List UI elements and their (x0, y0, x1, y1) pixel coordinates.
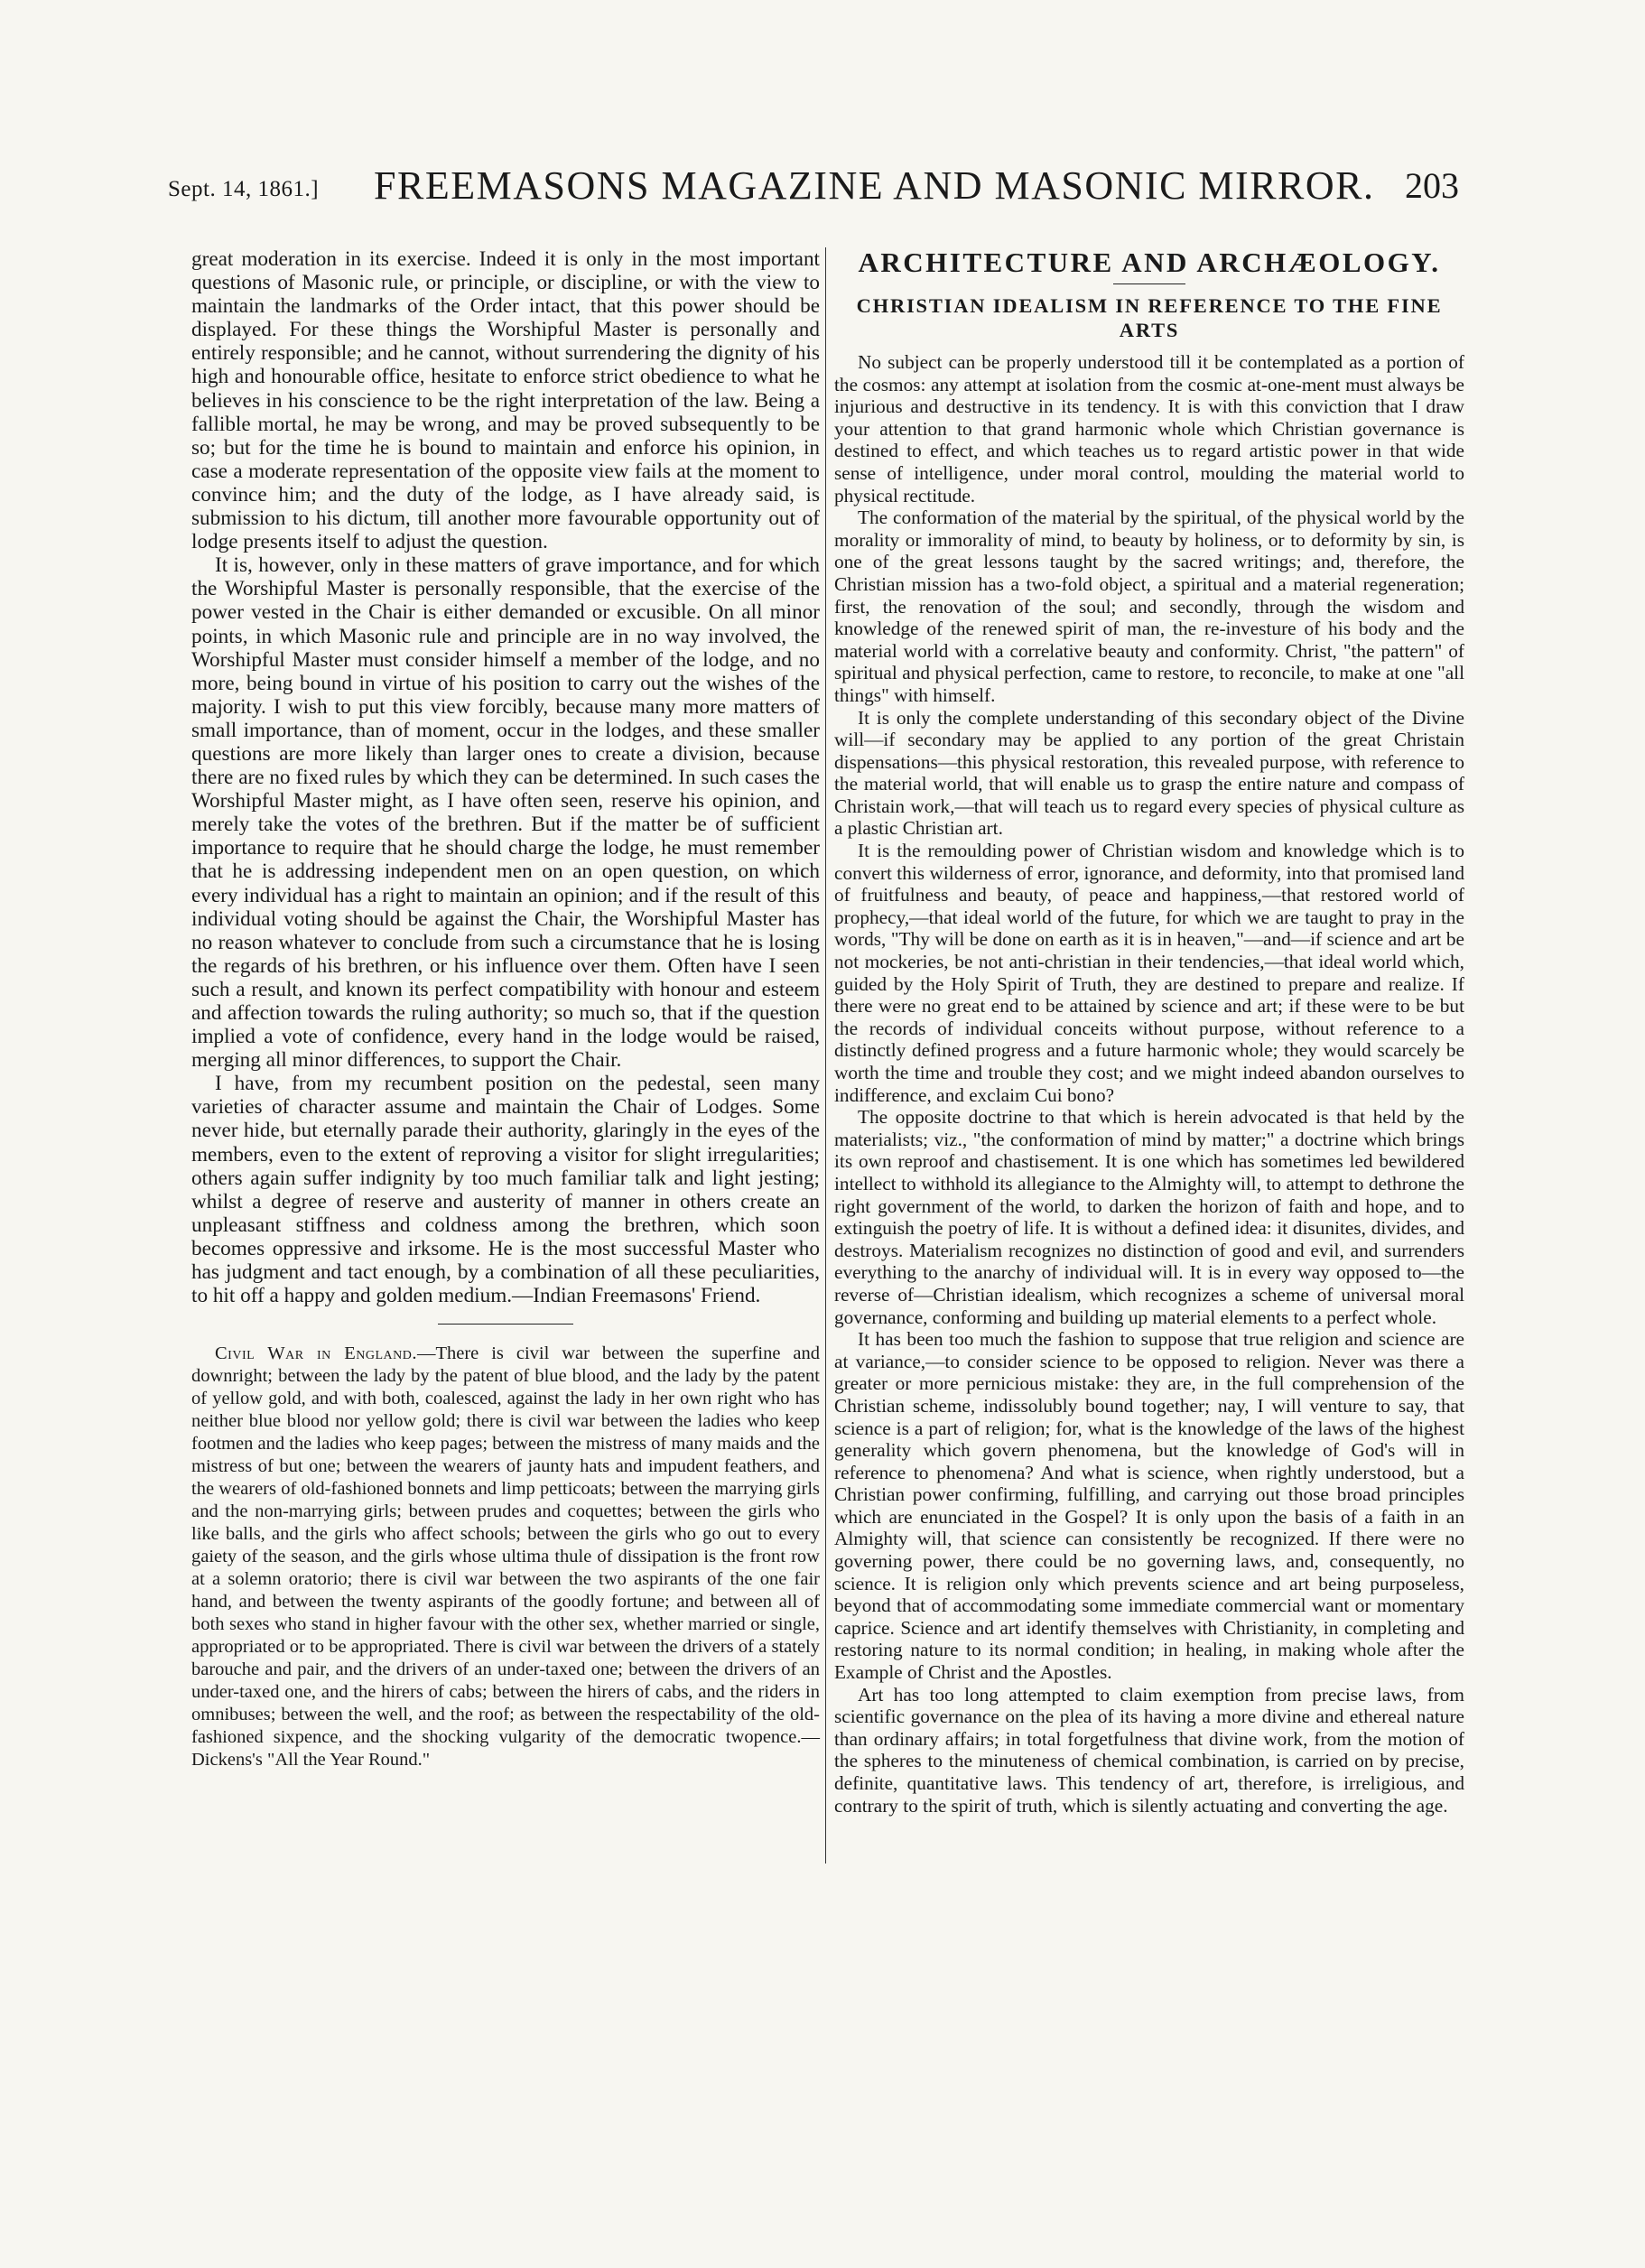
right-paragraph-3: It is only the complete understanding of this secondary object of the Divine will—if secondary may be applied to any portion of the great Christain dispensations—this physical restoration, this revealed purpose, with reference to the material world, that will enable us to grasp the entire nature and compass of Christain work,—that will teach us to regard every species of physical culture as a plastic Christian art. (834, 706, 1464, 840)
issue-date: Sept. 14, 1861.] (168, 177, 320, 201)
left-paragraph-1: great moderation in its exercise. Indeed it is only in the most important questions of Masonic rule, or principle, or discipline, or with the view to maintain the landmarks of the Order intact, that this power should be displayed. For these things the Worshipful Master is personally and entirely responsible; and he cannot, without surrendering the dignity of his high and honourable office, hesitate to enforce strict obedience to what he believes in his conscience to be the right interpretation of the law. Being a fallible mortal, he may be wrong, and may be proved subsequently to be so; but for the time he is bound to maintain and enforce his opinion, in case a moderate representation of the opposite view fails at the moment to convince him; and the duty of the lodge, as I have already said, is submission to his dictum, till another more favourable opportunity out of lodge presents itself to adjust the question. (191, 247, 820, 554)
article-title: CHRISTIAN IDEALISM IN REFERENCE TO THE FINE ARTS (856, 294, 1443, 341)
civil-war-paragraph (191, 1343, 820, 1771)
publication-title: FREEMASONS MAGAZINE AND MASONIC MIRROR. (374, 163, 1375, 208)
left-paragraph-2: It is, however, only in these matters of grave importance, and for which the Worshipful Master is personally responsible, that the exercise of the power vested in the Chair is either demanded or excusible. On all minor points, in which Masonic rule and principle are in no way involved, the Worshipful Master must consider himself a member of the lodge, and no more, being bound in virtue of his position to carry out the wishes of the majority. I wish to put this view forcibly, because many more matters of small importance, than of moment, occur in the lodges, and these smaller questions are more likely than larger ones to create a division, because there are no fixed rules by which they can be determined. In such cases the Worshipful Master might, as I have often seen, reserve his opinion, and merely take the votes of the brethren. But if the matter be of sufficient importance to require that he should charge the lodge, he must remember that he is addressing independent men on an open question, on which every individual has a right to maintain an opinion; and if the result of this individual voting should be against the Chair, the Worshipful Master has no reason whatever to conclude from such a circumstance that he is losing the regards of his brethren, or his influence over them. Often have I seen such a result, and known its perfect compatibility with honour and esteem and affection towards the ruling authority; so much so, that if the question implied a vote of confidence, every hand in the lodge would be raised, merging all minor differences, to support the Chair. (191, 553, 820, 1073)
right-paragraph-2: The conformation of the material by the spiritual, of the physical world by the morality or immorality of mind, to beauty by holiness, or to deformity by sin, is one of the great lessons taught by the sacred writings; and, therefore, the Christian mission has a two-fold object, a spiritual and a material regeneration; first, the renovation of the soul; and secondly, through the wisdom and knowledge of the renewed spirit of man, the re-investure of his body and the material world with a correlative beauty and conformity. Christ, "the pattern" of spiritual and physical perfection, came to restore, to reconcile, to make at one "all things" with himself. (834, 507, 1464, 706)
civil-war-text: —There is civil war between the superfine and downright; between the lady by the patent of blue blood, and the lady by the patent of yellow gold, and with both, coalesced, against the lady in her own right who has neither blue blood nor yellow gold; there is civil war between the ladies who keep footmen and the ladies who keep pages; between the mistress of many maids and the mistress of but one; between the wearers of jaunty hats and impudent feathers, and the wearers of old-fashioned bonnets and limp petticoats; between the marrying girls and the non-marrying girls; between prudes and coquettes; between the girls who like balls, and the girls who affect schools; between the girls who go out to every gaiety of the season, and the girls whose ultima thule of dissipation is the front row at a solemn oratorio; there is civil war between the two aspirants of the one fair hand, and between the twenty aspirants of the goodly fortune; and between all of both sexes who stand in higher favour with the other sex, whether married or single, appropriated or to be appropriated. There is civil war between the drivers of a stately barouche and pair, and the drivers of an under-taxed one; between the drivers of an under-taxed one, and the hirers of cabs; between the hirers of cabs, and the riders in omnibuses; between the well, and the roof; as between the respectability of the old-fashioned sixpence, and the shocking vulgarity of the democratic twopence.—Dickens's "All the Year Round." (191, 1343, 820, 1771)
column-divider (825, 247, 826, 1864)
masthead (168, 153, 1477, 217)
right-paragraph-5: The opposite doctrine to that which is herein advocated is that held by the materialists; viz., "the conformation of mind by matter;" a doctrine which brings its own reproof and chastisement. It is one which has sometimes led bewildered intellect to withhold its allegiance to the Almighty will, to attempt to dethrone the right government of the world, to darken the horizon of faith and hope, and to extinguish the poetry of life. It is without a defined idea: it disunites, divides, and destroys. Materialism recognizes no distinction of good and evil, and surrenders everything to the anarchy of individual will. It is in every way opposed to—the reverse of—Christian idealism, which recognizes a scheme of universal moral governance, conforming and building up material elements to a perfect whole. (834, 1106, 1464, 1328)
right-paragraph-7: Art has too long attempted to claim exemption from precise laws, from scientific governance on the plea of its having a more divine and ethereal nature than ordinary affairs; in total forgetfulness that divine work, from the motion of the spheres to the minuteness of chemical combination, is carried on by precise, definite, quantitative laws. This tendency of art, therefore, is irreligious, and contrary to the spirit of truth, which is silently actuating and converting the age. (834, 1683, 1464, 1817)
right-column (834, 247, 1464, 1817)
right-paragraph-6: It has been too much the fashion to suppose that true religion and science are at variance,—to consider science to be opposed to religion. Never was there a greater or more pernicious mistake: they are, in the full comprehension of the Christian scheme, indissolubly bound together; nay, I will venture to say, that science is a part of religion; for, what is the knowledge of the laws of the highest generality which govern phenomena, but the knowledge of God's will in reference to phenomena? And what is science, when rightly understood, but a Christian power confirming, fulfilling, and carrying out those broad principles which are enunciated in the Gospel? It is only upon the basis of a faith in an Almighty will, that science can consistently be recognized. If there were no governing power, there could be no governing laws, and, consequently, no science. It is religion only which prevents science and art being purposeless, beyond that of accommodating some immediate commercial want or momentary caprice. Science and art identify themselves with Christianity, in completing and restoring nature to its normal condition; in healing, in making whole after the Example of Christ and the Apostles. (834, 1328, 1464, 1684)
page-number: 203 (1405, 165, 1459, 206)
right-paragraph-1: No subject can be properly understood till it be contemplated as a portion of the cosmos: any attempt at isolation from the cosmic at-one-ment must always be injurious and destructive in its tendency. It is with this conviction that I draw your attention to that grand harmonic whole which Christian governance is destined to effect, and which teaches us to regard artistic power in that wide sense of intelligence, under moral control, moulding the material world to physical rectitude. (834, 351, 1464, 507)
right-paragraph-4: It is the remoulding power of Christian wisdom and knowledge which is to convert this wilderness of error, ignorance, and deformity, into that promised land of fruitfulness and beauty, of peace and happiness,—that restored world of prophecy,—that ideal world of the future, for which we are taught to pray in the words, "Thy will be done on earth as it is in heaven,"—and—if science and art be not mockeries, be not anti-christian in their tendencies,—that ideal world which, guided by the Holy Spirit of Truth, they are destined to prepare and realize. If there were no great end to be attained by science and art; if these were to be but the records of individual conceits without purpose, without reference to a distinctly defined progress and a future harmonic whole; they would scarcely be worth the time and trouble they cost; and we might indeed abandon ourselves to indifference, and exclaim Cui bono? (834, 840, 1464, 1106)
left-paragraph-3: I have, from my recumbent position on the pedestal, seen many varieties of character assume and maintain the Chair of Lodges. Some never hide, but eternally parade their authority, glaringly in the eyes of the members, even to the extent of reproving a visitor for slight irregularities; others again suffer indignity by too much familiar talk and light jesting; whilst a degree of reserve and austerity of manner in others create an unpleasant stiffness and coldness among the brethren, which soon becomes oppressive and irksome. He is the most successful Master who has judgment and tact enough, by a combination of all these peculiarities, to hit off a happy and golden medium.—Indian Freemasons' Friend. (191, 1072, 820, 1308)
civil-war-lead: Civil War in England. (215, 1343, 417, 1364)
article-separator (438, 1324, 573, 1325)
section-heading: ARCHITECTURE AND ARCHÆOLOGY. (858, 246, 1441, 278)
left-column (191, 247, 820, 1771)
